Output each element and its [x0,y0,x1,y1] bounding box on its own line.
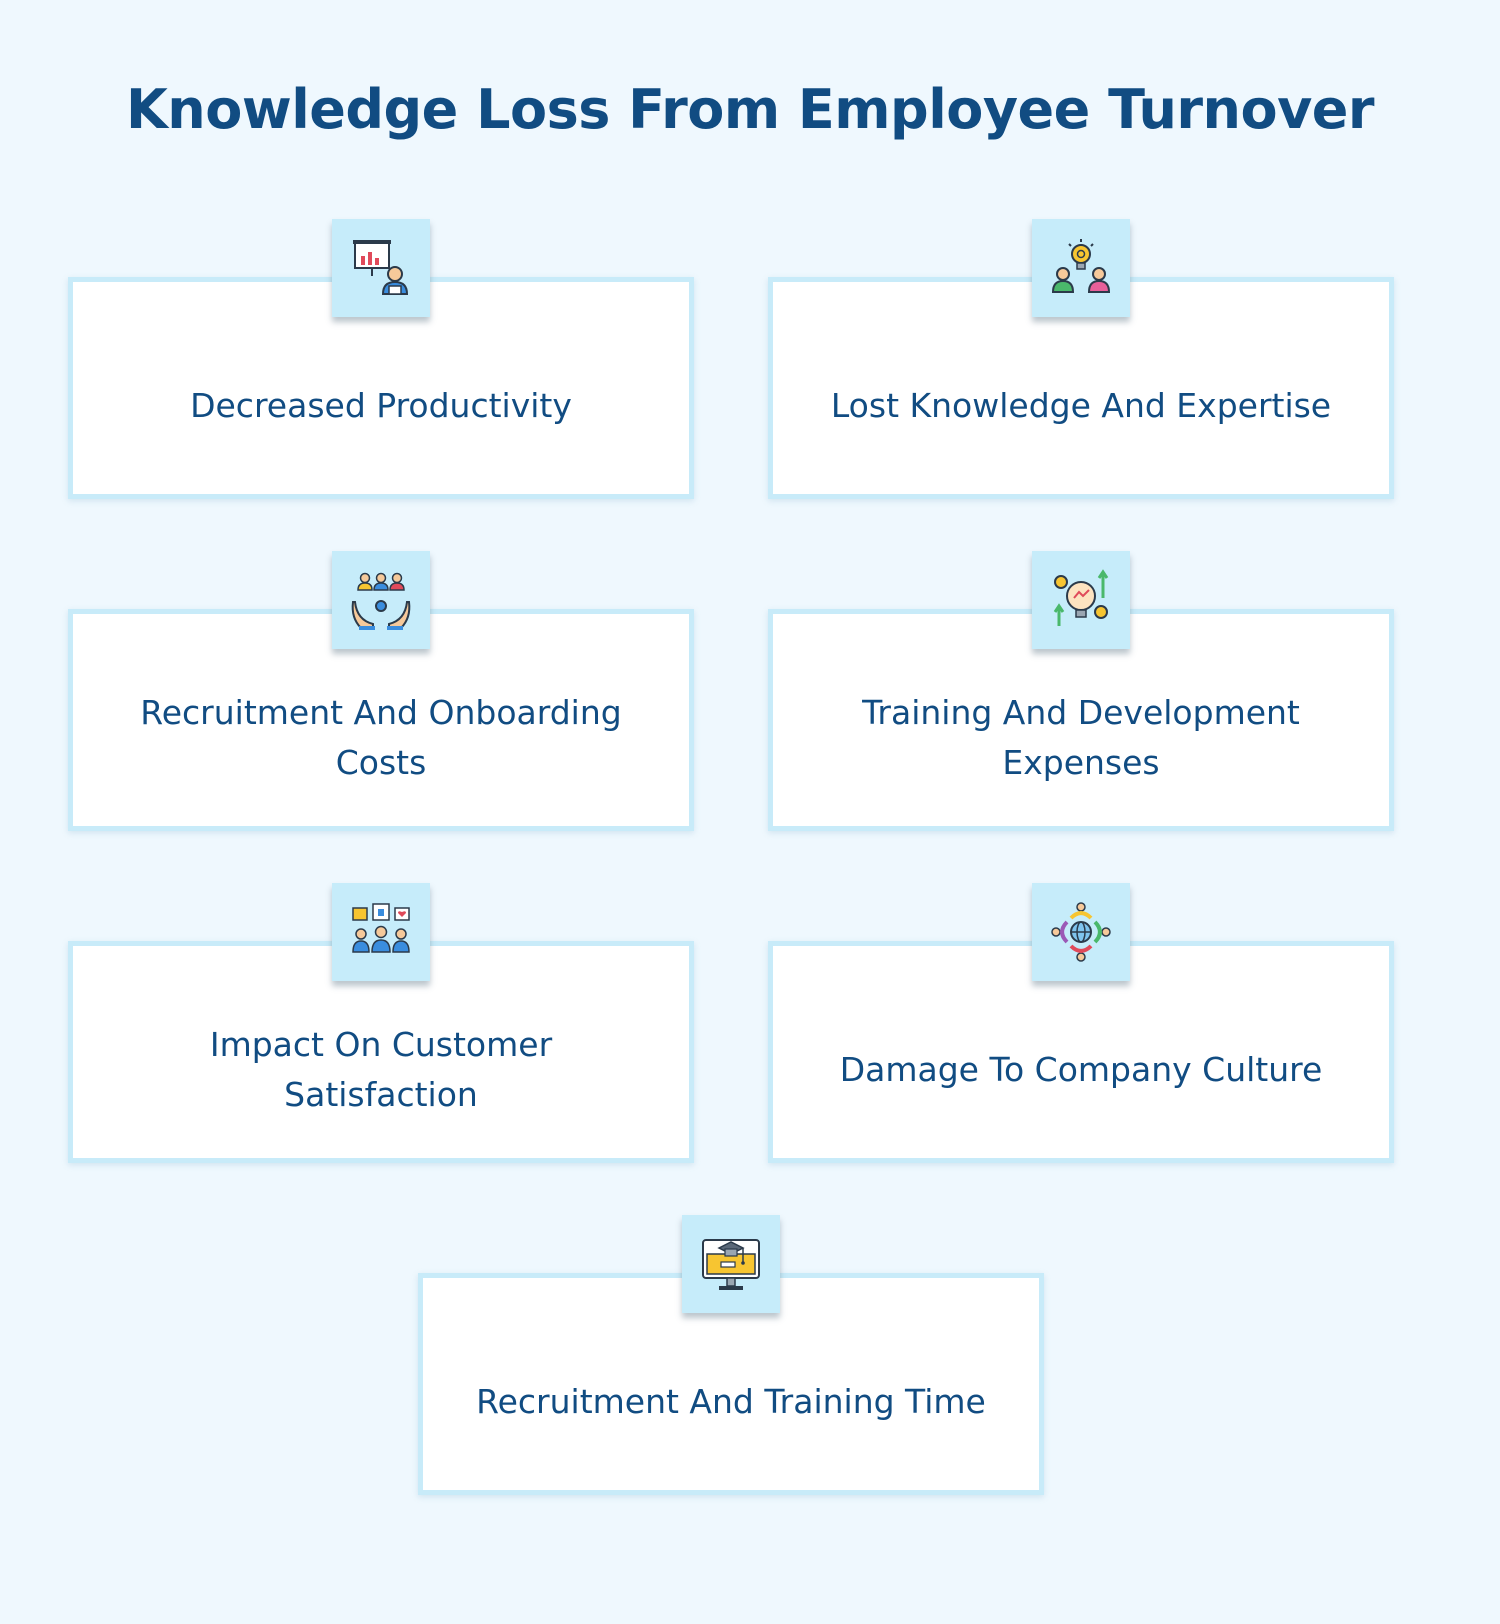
card-label: Recruitment And Training Time [476,1381,986,1421]
page-title: Knowledge Loss From Employee Turnover [125,78,1375,141]
card-training-development [768,609,1394,831]
card-label: Lost Knowledge And Expertise [830,385,1332,425]
card-label: Training And Development Expenses [862,692,1300,782]
team-idea-icon [1032,219,1130,317]
card-label: Impact On Customer Satisfaction [209,1024,553,1114]
card-lost-knowledge [768,277,1394,499]
global-team-icon [1032,883,1130,981]
card-company-culture [768,941,1394,1163]
brain-growth-icon [1032,551,1130,649]
card-label: Decreased Productivity [190,385,572,425]
presentation-chart-icon [332,219,430,317]
card-label: Damage To Company Culture [839,1049,1323,1089]
card-recruitment-training-time [418,1273,1044,1495]
card-recruitment-onboarding [68,609,694,831]
hands-team-icon [332,551,430,649]
customer-feedback-icon [332,883,430,981]
card-decreased-productivity [68,277,694,499]
card-customer-satisfaction [68,941,694,1163]
online-training-icon [682,1215,780,1313]
card-label: Recruitment And Onboarding Costs [140,692,622,782]
